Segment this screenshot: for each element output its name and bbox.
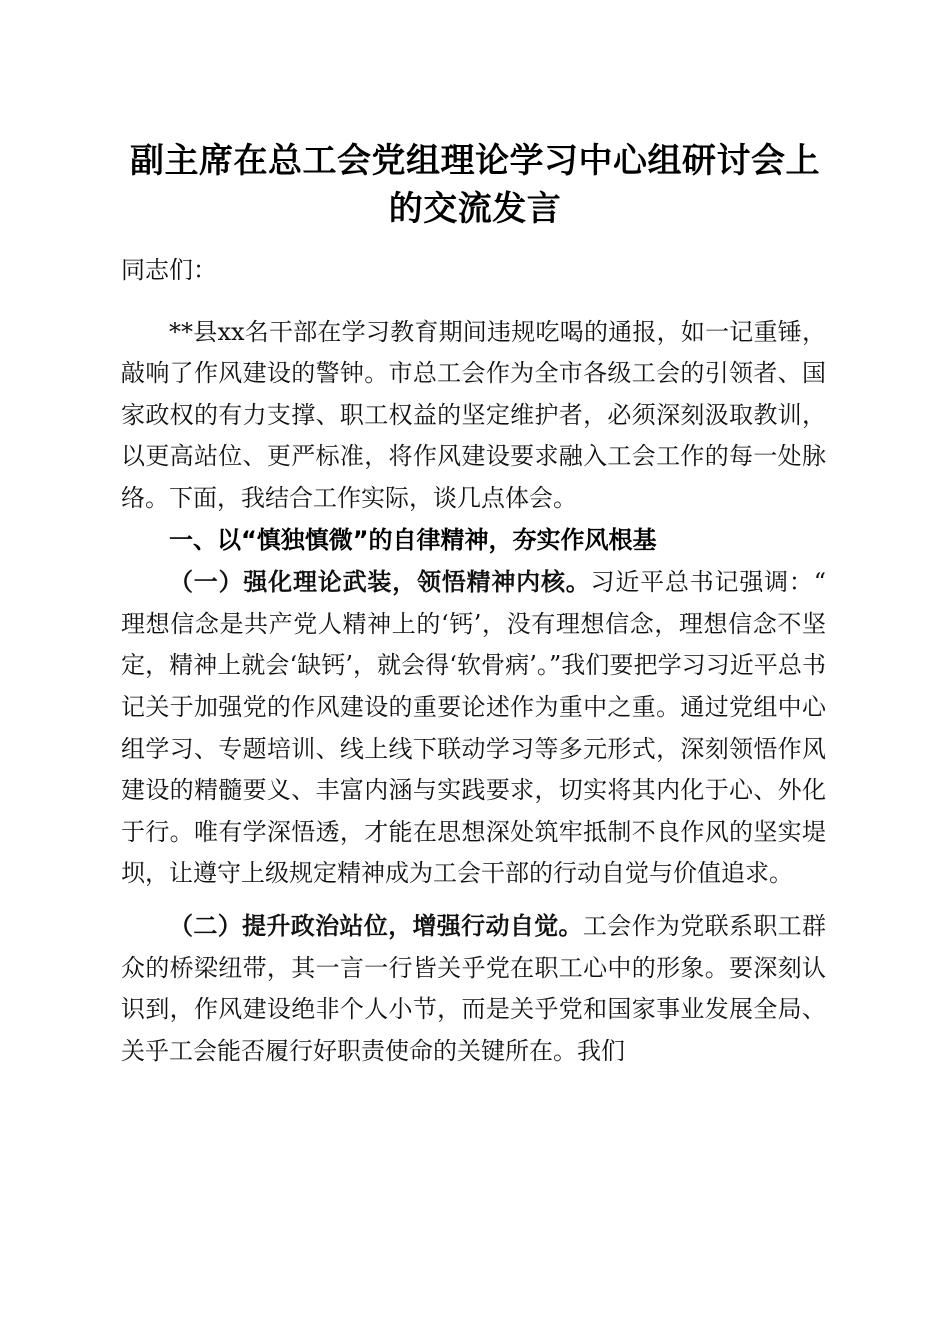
document-body (121, 250, 826, 1072)
page-title (100, 137, 850, 233)
paragraph-2-heading: （二）提升政治站位，增强行动自觉。 (169, 910, 583, 940)
salutation: 同志们： (121, 256, 217, 284)
paragraph-gap (121, 895, 826, 905)
paragraph-1-body: 习近平总书记强调：“理想信念是共产党人精神上的‘钙’，没有理想信念，理想信念不坚定，精神上就会‘缺钙’，就会得‘软骨病’。”我们要把学习习近平总书记关于加强党的作风建设的重要论述作为重中之重。通过党组中心组学习、专题培训、线上线下联动学习等多元形式，深刻领悟作风建设的精髓要义、丰富内涵与实践要求，切实将其内化于心、外化于行。唯有学深悟透，才能在思想深处筑牢抵制不良作风的坚实堤坝，让遵守上级规定精神成为工会干部的行动自觉与价值追求。 (121, 568, 826, 888)
paragraph-2 (121, 905, 826, 1072)
title-line-1: 副主席在总工会党组理论学习中心组研讨会上 (130, 141, 820, 181)
intro-paragraph: **县xx名干部在学习教育期间违规吃喝的通报，如一记重锤，敲响了作风建设的警钟。市总工会作为全市各级工会的引领者、国家政权的有力支撑、职工权益的坚定维护者，必须深刻汲取教训，以更高站位、更严标准，将作风建设要求融入工会工作的每一处脉络。下面，我结合工作实际，谈几点体会。 (121, 317, 826, 512)
paragraph-1 (121, 561, 826, 895)
paragraph-2-body: 工会作为党联系职工群众的桥梁纽带，其一言一行皆关乎党在职工心中的形象。要深刻认识到，作风建设绝非个人小节，而是关乎党和国家事业发展全局、关乎工会能否履行好职责使命的关键所在。我们 (121, 911, 827, 1065)
paragraph-1-heading: （一）强化理论武装，领悟精神内核。 (169, 567, 591, 597)
title-line-2: 的交流发言 (388, 189, 562, 229)
section-1-heading: 一、以“慎独慎微”的自律精神，夯实作风根基 (169, 525, 657, 554)
